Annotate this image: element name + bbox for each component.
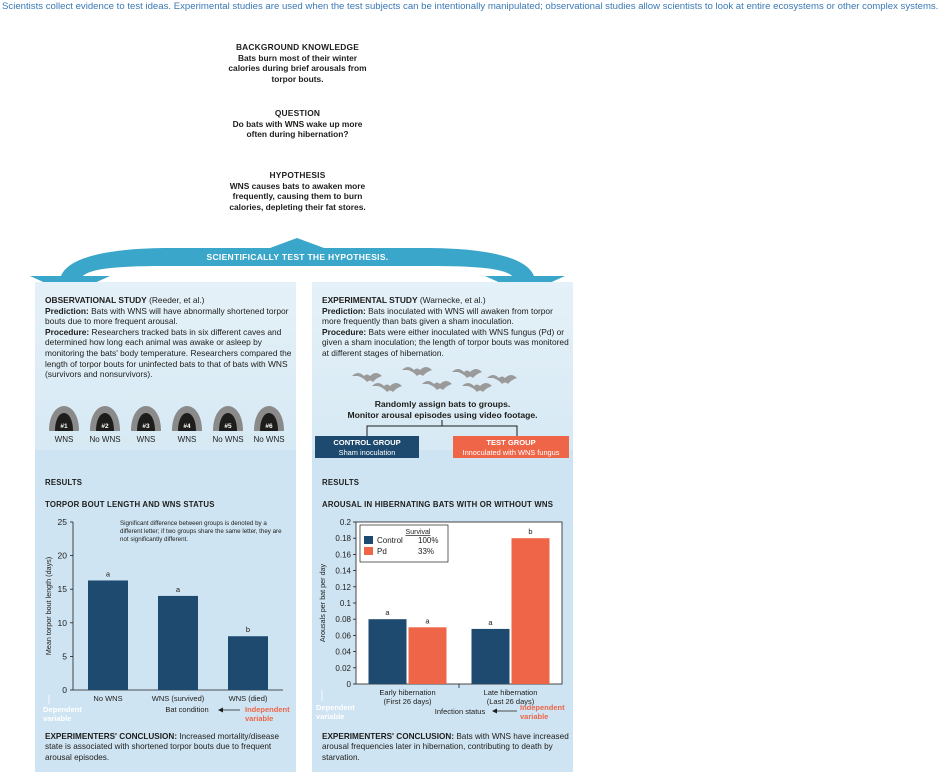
y-tick-label: 0 (346, 680, 351, 689)
observational-results-heading: RESULTS (45, 478, 83, 487)
x-tick-label: Early hibernation (379, 688, 436, 697)
y-tick-label: 0.02 (335, 663, 351, 673)
background-heading: BACKGROUND KNOWLEDGE (235, 42, 360, 52)
assign-text (312, 399, 573, 420)
x-axis-label: Bat condition (165, 705, 209, 714)
control-group-sub: Sham inoculation (338, 447, 396, 457)
legend-swatch (364, 547, 373, 555)
y-tick-label: 25 (57, 517, 67, 527)
experimental-prediction-label: Prediction: (322, 305, 366, 316)
legend-survival: 100% (418, 536, 439, 545)
question-block (150, 108, 445, 140)
background-text: Bats burn most of their winter calories during brief arousals from torpor bouts. (228, 52, 367, 84)
bar-pd (512, 538, 550, 684)
observational-panel (35, 282, 296, 772)
question-text: Do bats with WNS wake up more often during hibernation? (232, 118, 363, 139)
y-tick-label: 0.2 (339, 518, 351, 527)
bats-icon-group (312, 364, 573, 394)
significance-letter: a (425, 616, 430, 626)
x-tick-label: No WNS (93, 694, 123, 703)
test-group-box (453, 436, 569, 458)
experimental-procedure: Bats were either inoculated with WNS fungus (Pd) or given a sham inoculation; the length of torpor bouts was monitored at different stages of hibernation. (322, 326, 569, 358)
background-block (150, 42, 445, 84)
experimental-panel (312, 282, 573, 772)
dependent-label: Dependent (316, 703, 355, 712)
arousal-chart (312, 512, 573, 722)
observational-procedure-label: Procedure: (45, 326, 90, 337)
hypothesis-block (150, 170, 445, 212)
assign-line-1: Randomly assign bats to groups. (374, 399, 511, 409)
chart2-title: AROUSAL IN HIBERNATING BATS WITH OR WITHOUT WNS (322, 500, 554, 509)
y-tick-label: 20 (57, 550, 67, 561)
chart1-title: TORPOR BOUT LENGTH AND WNS STATUS (45, 500, 215, 509)
cave-label: WNS (177, 435, 197, 444)
cave-label: WNS (136, 435, 156, 444)
torpor-bout-chart (35, 512, 296, 722)
y-tick-label: 10 (57, 617, 67, 628)
banner-text: SCIENTIFICALLY TEST THE HYPOTHESIS. (206, 252, 389, 262)
experimental-conclusion-text: Bats with WNS have increased arousal frequencies later in hibernation, contributing to death by starvation. (322, 732, 569, 762)
dependent-label-2: variable (43, 714, 72, 723)
independent-label-2: variable (520, 712, 549, 721)
x-tick-label: Late hibernation (483, 688, 538, 697)
significance-letter: a (175, 584, 181, 594)
x-axis-label: Infection status (434, 707, 486, 716)
experimental-description (322, 295, 570, 359)
y-axis-label: Arousals per bat per day (318, 563, 327, 643)
bar-pd (409, 627, 447, 684)
experimental-results-heading: RESULTS (322, 478, 360, 487)
cave-label: No WNS (253, 435, 285, 444)
independent-arrowhead (492, 709, 497, 714)
experimental-prediction: Bats inoculated with WNS will awaken from torpor more frequently than bats given a sham inoculation. (322, 305, 553, 327)
x-tick-label: WNS (survived) (151, 694, 205, 703)
observational-cite: (Reeder, et al.) (149, 295, 205, 305)
y-tick-label: 0.08 (335, 615, 351, 625)
significance-letter: b (245, 625, 251, 635)
cave-label: No WNS (212, 435, 244, 444)
hypothesis-heading: HYPOTHESIS (269, 170, 326, 180)
observational-conclusion-label: EXPERIMENTERS' CONCLUSION: (45, 732, 178, 741)
x-tick-label: WNS (died) (228, 694, 268, 703)
hypothesis-text: WNS causes bats to awaken more frequently, causing them to burn calories, depleting their fat stores. (229, 180, 366, 212)
independent-label: Independent (520, 703, 565, 712)
cave-number: #5 (224, 423, 232, 430)
y-tick-label: 0.16 (335, 550, 351, 560)
legend-survival: 33% (418, 547, 435, 556)
cave-number: #1 (60, 423, 68, 430)
significance-letter: b (528, 527, 533, 537)
significance-letter: a (385, 608, 390, 618)
legend-swatch (364, 536, 373, 544)
legend-name: Control (377, 536, 403, 545)
significance-letter: a (488, 617, 493, 627)
observational-prediction: Bats with WNS will have abnormally shortened torpor bouts due to more frequent arousal. (45, 305, 289, 327)
cave-number: #6 (265, 423, 273, 430)
cave-label: WNS (54, 435, 74, 444)
experimental-conclusion (322, 732, 570, 763)
assign-line-2: Monitor arousal episodes using video footage. (347, 409, 538, 420)
bar-control (369, 619, 407, 684)
significance-letter: a (105, 569, 111, 579)
observational-prediction-label: Prediction: (45, 305, 89, 316)
y-tick-label: 15 (57, 584, 67, 595)
y-tick-label: 0.14 (335, 566, 351, 576)
experimental-title: EXPERIMENTAL STUDY (322, 295, 418, 305)
test-group-title: TEST GROUP (486, 438, 536, 447)
y-tick-label: 5 (62, 651, 67, 662)
y-axis-label: Mean torpor bout length (days) (44, 556, 53, 656)
question-heading: QUESTION (274, 108, 321, 118)
independent-label-2: variable (245, 714, 274, 723)
observational-description (45, 295, 293, 380)
experimental-conclusion-label: EXPERIMENTERS' CONCLUSION: (322, 732, 455, 741)
observational-title: OBSERVATIONAL STUDY (45, 295, 147, 305)
cave-number: #4 (183, 423, 191, 430)
test-group-sub: Innoculated with WNS fungus (462, 447, 560, 457)
experimental-procedure-label: Procedure: (322, 326, 367, 337)
control-group-box (315, 436, 419, 458)
independent-label: Independent (245, 705, 290, 714)
intro-text: Scientists collect evidence to test ideas. Experimental studies are used when the test subjects can be intentionally manipulated; observational studies allow scientists to look at entire ecosystems or other complex systems. (2, 1, 938, 12)
y-tick-label: 0.18 (335, 534, 351, 544)
bar (88, 580, 128, 690)
cave-number: #3 (142, 423, 150, 430)
legend-title: Survival (405, 529, 431, 536)
bat-icon (352, 367, 517, 392)
cave-label: No WNS (89, 435, 121, 444)
x-tick-label-sub: (Last 26 days) (486, 697, 535, 706)
experimental-cite: (Warnecke, et al.) (419, 295, 486, 305)
cave-number: #2 (101, 423, 109, 430)
observational-procedure: Researchers tracked bats in six different caves and determined how long each animal was awake or asleep by monitoring the bats' body temperature. Researchers compared the length of torpor bouts for uninfected bats to that of bats with WNS (survivors and nonsurvivors). (45, 326, 292, 380)
dependent-label: Dependent (43, 705, 82, 714)
legend-name: Pd (377, 547, 387, 556)
y-tick-label: 0 (62, 685, 67, 695)
bar (228, 636, 268, 690)
significance-note: Significant difference between groups is denoted by a different letter; if two groups share the same letter, they are not significantly different. (120, 520, 282, 543)
bar (158, 596, 198, 690)
y-tick-label: 0.1 (339, 599, 351, 608)
observational-conclusion-text: Increased mortality/disease state is associated with shortened torpor bouts due to frequent arousal episodes. (45, 732, 280, 762)
x-tick-label-sub: (First 26 days) (383, 697, 432, 706)
dependent-label-2: variable (316, 712, 345, 721)
y-tick-label: 0.04 (335, 647, 351, 657)
independent-arrowhead (218, 708, 223, 713)
y-tick-label: 0.12 (335, 582, 351, 592)
bar-control (472, 629, 510, 684)
control-group-title: CONTROL GROUP (333, 438, 401, 447)
y-tick-label: 0.06 (335, 631, 351, 641)
observational-conclusion (45, 732, 293, 763)
